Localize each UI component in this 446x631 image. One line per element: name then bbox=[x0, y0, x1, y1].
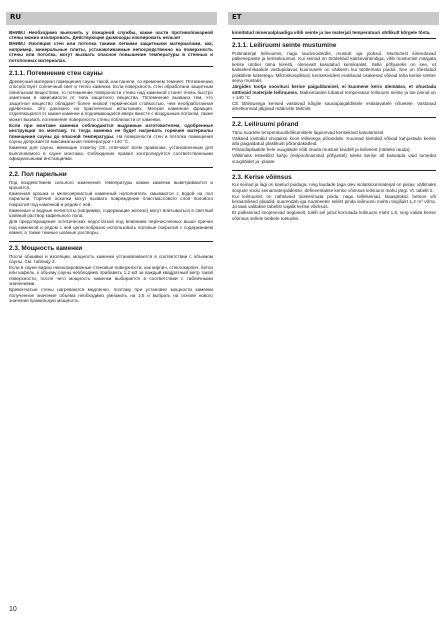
paragraph: Vältimaks esteetilist kahju (eelpoolmainitud põhjustel) tuleks kerise all kasutada vaid tumedat vuugitäidet ja -plaate. bbox=[232, 153, 436, 164]
paragraph: Если в сауне видны неизолированные стеновые поверхности, как кирпич, стеклокирпич, бетон или кафель, к объему сауны необходимо прибавить 1,2 м3 за каждый квадратный метр такой поверхности, после чего мощность каменки выбирается в соответствии с табличными значениями. bbox=[9, 264, 213, 287]
paragraph: Бревенчатые стены нагреваются медленно, поэтому при установке мощности каменки полученное значение объема необходимо умножить на 1,5 и выбрать на основе нового значения правильную мощность. bbox=[9, 287, 213, 304]
paragraph: Väiksed kivitükid uhutakse koos leiliveega põrandale. Kuumad kivitükid võivad kahjustada kerise alla paigaldatud plastikust põrandakatteid. bbox=[232, 135, 436, 147]
bold-text: Если при монтаже каменки соблюдаются выданные изготовителем, одобренные инструкции по монтажу, то тогда каменка не будет нагревать горючие материалы помещения сауны до опасной температуры. bbox=[9, 122, 213, 139]
paragraph: Põrandaplaatide hele vuugitäide võib imada mustust kividelt ja leiliveest (näiteks rauda). bbox=[232, 147, 411, 153]
paragraph-text: На поверхности стен и потолка помещения сауны допускается максимальная температура +140 °С. bbox=[9, 133, 213, 145]
warning-paragraph: ВНИМ.! Изоляция стен или потолка такими легкими защитными материалами, как, например, минеральные плиты, устанавливаемые непосредственно на поверхность стены или потолка, могут вызвать опасное повышение температуры в стенных и потолочных материалах. bbox=[9, 41, 213, 63]
page-number: 10 bbox=[9, 606, 17, 613]
estonian-column bbox=[232, 30, 436, 222]
language-code-et: ET bbox=[232, 13, 242, 21]
section-2-1-1 bbox=[232, 38, 436, 111]
paragraph: Kui leiliruumis on nähtavaid isoleerimata pindu, nagu tellisseinad, klaasplokid, betoon või keraamilised plaadid, suurendab iga ruutmeeter sellist pinda leiliruumi mahtu tingiliukt 1,2 m³ võrra. Ja taas valitakse tabelist vajalik kerise võimsus. bbox=[232, 193, 436, 210]
warning-paragraph: kinnitatud mineraalplaadiga võib seinte ja lae materjali temperatuuri ohtlikult kõrgele tõsta. bbox=[232, 30, 431, 35]
paragraph: CE tähistusega kerised vastavad kõigile saunapaigaldistele esitatavatele nõuetele. Vastavad ametkonnad jälgivad määruste täitmist. bbox=[232, 101, 436, 112]
section-2-1-1 bbox=[9, 66, 213, 161]
language-bar-ru bbox=[6, 12, 217, 25]
language-code-ru: RU bbox=[10, 13, 22, 21]
paragraph: Kui seinad ja lagi on kaetud puiduga, ning laudade taga olev isolatsioonmaterjal on piisav, vältimaks soojuse voolu seinamaterjalidesse, defineeritakse kerise võimsus leiliruumi mahu järgi. Vt. tabelit 2. bbox=[232, 182, 436, 193]
paragraph: Puitmaterjal leiliruumis, nagu laudvooderdis, mustub aja jooksul. Mustumist kiirendavad päikesepaiste ja kerisekuumus. Kui seinad on töödeldud kaitsevahendiga, võib mustumist märgata kerise ümber üsna kiiresti, olenevalt kasutatud kemikaalist. Selle põhjuseks on see, et kaitsekemikaalide vastupidavus kuumusele on väiksem kui töötlemata puidul. See on tõestatud praktiliste katsetega. Mikroskoopilised, kerisekividest eralduvad osakesed võivad teha kerise ümber seina mustaks. bbox=[232, 50, 436, 84]
paragraph: Каменки для сауны, имеющие отметку СЕ, отвечают всем правилам, установленным для выполняемого в сауне монтажа. Соблюдение правил контролируется соответственными официальными инстанциями. bbox=[9, 145, 213, 162]
warning-paragraph: ВНИМ.! Необходимо выяснить у пожарной службы, какие части противопожарной стены можно изолировать. Действующие дымоходы изолировать нельзя! bbox=[9, 30, 213, 41]
section-heading: 2.2. Пол парильни bbox=[9, 167, 213, 178]
section-2-2 bbox=[232, 117, 436, 164]
paragraph: Под воздействием сильного изменения температуры камни каменки выветриваются и крошатся. bbox=[9, 179, 213, 190]
paragraph-text: Maksimaalne lubatud temperatuur leiliruumi seinte ja lae pinnal on + 140 °C. bbox=[232, 89, 436, 101]
section-heading: 2.3. Мощность каменки bbox=[9, 241, 213, 252]
paragraph: Для предотвращения эстетических недостатков под влиянием перечисленных выше причин под каменкой и рядом с ней целесообразно использовать половые покрытия с содержанием камня, а также темные шовные растворы. bbox=[9, 219, 213, 236]
paragraph: После обшивки и изоляции, мощность каменки устанавливается в соответствии с объемом сауны. См. таблицу 2. bbox=[9, 253, 213, 264]
language-bar-et bbox=[228, 12, 439, 25]
paragraph bbox=[9, 123, 213, 145]
paragraph: Каменная крошка и мелкозернистый каменный наполнитель смываются с водой на пол парильни. Горячие осколки могут вызвать повреждение пластмассового слоя полового покрытия под каменкой и рядом с ней. bbox=[9, 190, 213, 207]
paragraph: Каменные и водные нечистоты (например, содержащие железо) могут впитываться в светлый шовный раствор кафельного пола. bbox=[9, 207, 213, 219]
paragraph: Tänu suurtele temperatuurikõikumistele lagunevad kerisekivid kasutamisel. bbox=[232, 129, 385, 135]
section-2-3 bbox=[232, 170, 436, 222]
russian-column bbox=[9, 30, 213, 304]
section-2-2 bbox=[9, 167, 213, 236]
bold-text: Järgides tootja soovitusi kerise paigaldamisel, ei kuumene keris ülemäära, et ohustada süttivaid materjale leiliruumis. bbox=[232, 84, 436, 95]
paragraph: Et palkseinad soojenevad aeglaselt, tuleb sel juhul korrutada leiliruumi maht 1,5, ning valida kerise võimsus sellele teabele tuetudes. bbox=[232, 210, 436, 221]
paragraph: Древесный материал помещения сауны такой, как панели, со временем темнеет. Потемнению способствует солнечный свет и тепло каменки. Если поверхность стен обработана защитным панельным веществом, то потемнение поверхности стены над каменкой станет очень быстро заметным в зависимости от типа защитного вещества. Потемнение вызвано тем, что защитное вещество обладает более низкой термической стойкостью, чем необработанная древесина. Это доказано на практических испытаниях. Мелкая каменная фракция, отделяющаяся от камня каменки и поднимающаяся вверх вместе с воздушным потоком, также может вызвать потемнение поверхности стены поблизости от каменки. bbox=[9, 78, 213, 122]
section-heading: 2.2. Leiliruumi põrand bbox=[232, 117, 436, 128]
paragraph bbox=[232, 84, 436, 100]
section-heading: 2.3. Kerise võimsus bbox=[232, 170, 436, 181]
section-heading: 2.1.1. Потемнение стен сауны bbox=[9, 66, 213, 77]
section-2-3 bbox=[9, 241, 213, 304]
section-heading: 2.1.1. Leiliruumi seinte mustumine bbox=[232, 38, 436, 49]
